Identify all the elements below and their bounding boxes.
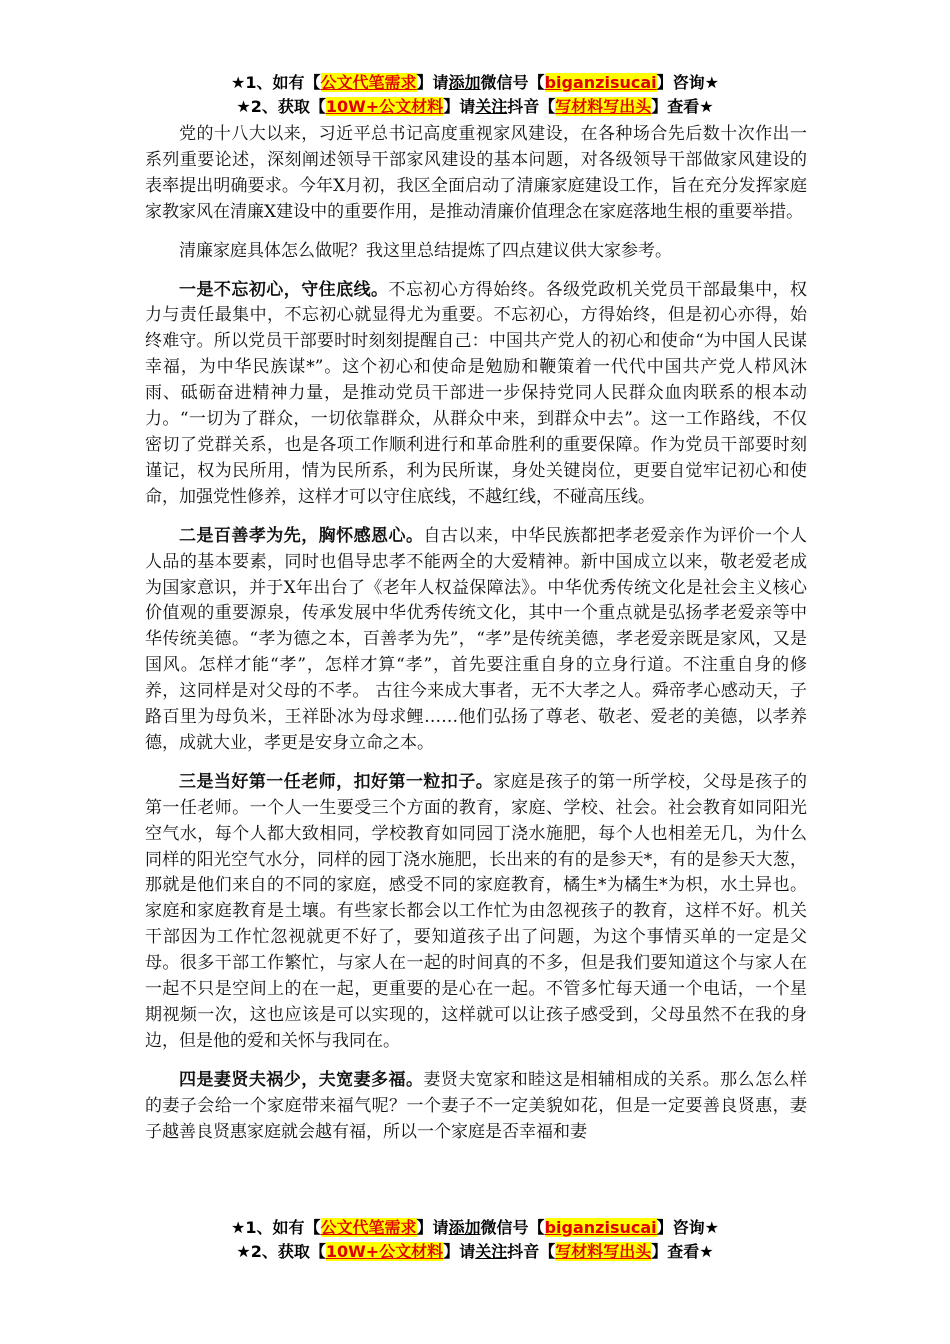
promo-wechat-id: biganzisucai xyxy=(544,1218,657,1237)
promo-text: 微信号【 xyxy=(480,73,545,92)
promo-text: ★1、如有【 xyxy=(231,1218,321,1237)
promo-douyin-id: 写材料写出头 xyxy=(555,97,652,116)
point-3-heading: 三是当好第一任老师，扣好第一粒扣子。 xyxy=(179,771,494,792)
promo-text: 】请 xyxy=(416,1218,449,1237)
paragraph-overview: 清廉家庭具体怎么做呢？我这里总结提炼了四点建议供大家参考。 xyxy=(179,240,672,261)
paragraph-point-2 xyxy=(145,524,807,757)
promo-underlined: 添加 xyxy=(448,73,481,92)
promo-text: 抖音【 xyxy=(507,97,556,116)
promo-douyin-id: 写材料写出头 xyxy=(555,1242,652,1261)
paragraph-point-3 xyxy=(145,770,807,1055)
promo-text: 】查看★ xyxy=(651,97,714,116)
promo-highlight: 公文代笔需求 xyxy=(320,73,417,92)
promo-text: 】请 xyxy=(416,73,449,92)
promo-highlight: 10W+公文材料 xyxy=(325,1242,444,1261)
point-1-heading: 一是不忘初心，守住底线。 xyxy=(179,279,389,300)
promo-text: 】咨询★ xyxy=(656,73,719,92)
promo-text: 微信号【 xyxy=(480,1218,545,1237)
point-2-heading: 二是百善孝为先，胸怀感恩心。 xyxy=(179,525,424,546)
header-promo-line-2 xyxy=(0,95,950,119)
promo-text: ★1、如有【 xyxy=(231,73,321,92)
promo-wechat-id: biganzisucai xyxy=(544,73,657,92)
promo-underlined: 添加 xyxy=(448,1218,481,1237)
article-body xyxy=(145,122,807,1159)
promo-text: 】请 xyxy=(443,1242,476,1261)
point-4-heading: 四是妻贤夫祸少，夫宽妻多福。 xyxy=(179,1069,424,1090)
promo-underlined: 关注 xyxy=(475,1242,508,1261)
footer-promo-line-2 xyxy=(0,1240,950,1264)
point-1-text: 不忘初心方得始终。各级党政机关党员干部最集中，权力与责任最集中，不忘初心就显得尤为重要。不忘初心，方得始终，但是初心亦得，始终难守。所以党员干部要时时刻刻提醒自己：中国共产党人的初心和使命“为中国人民谋幸福，为中华民族谋*”。这个初心和使命是勉励和鞭策着一代代中国共产党人栉风沐雨、砥砺奋进精神力量，是推动党员干部进一步保持党同人民群众血肉联系的根本动力。“一切为了群众，一切依靠群众，从群众中来，到群众中去”。这一工作路线，不仅密切了党群关系，也是各项工作顺利进行和革命胜利的重要保障。作为党员干部要时刻谨记，权为民所用，情为民所系，利为民所谋，身处关键岗位，更要自觉牢记初心和使命，加强党性修养，这样才可以守住底线，不越红线，不碰高压线。 xyxy=(145,279,808,507)
footer-promo-line-1 xyxy=(0,1216,950,1240)
promo-underlined: 关注 xyxy=(475,97,508,116)
paragraph-point-4 xyxy=(145,1068,807,1146)
promo-highlight: 10W+公文材料 xyxy=(325,97,444,116)
promo-text: 】请 xyxy=(443,97,476,116)
header-promo-line-1 xyxy=(0,71,950,95)
promo-text: ★2、获取【 xyxy=(236,1242,326,1261)
promo-text: ★2、获取【 xyxy=(236,97,326,116)
promo-text: 抖音【 xyxy=(507,1242,556,1261)
paragraph-point-1 xyxy=(145,278,807,511)
point-3-text: 家庭是孩子的第一所学校，父母是孩子的第一任老师。一个人一生要受三个方面的教育，家庭、学校、社会。社会教育如同阳光空气水，每个人都大致相同，学校教育如同园丁浇水施肥，每个人也相差无几，为什么同样的阳光空气水分，同样的园丁浇水施肥，长出来的有的是参天*，有的是参天大葱，那就是他们来自的不同的家庭，感受不同的家庭教育，橘生*为橘生*为枳，水土异也。家庭和家庭教育是土壤。有些家长都会以工作忙为由忽视孩子的教育，这样不好。机关干部因为工作忙忽视就更不好了，要知道孩子出了问题，为这个事情买单的一定是父母。很多干部工作繁忙，与家人在一起的时间真的不多，但是我们要知道这个与家人在一起不只是空间上的在一起，更重要的是心在一起。不管多忙每天通一个电话，一个星期视频一次，这也应该是可以实现的，这样就可以让孩子感受到，父母虽然不在我的身边，但是他的爱和关怀与我同在。 xyxy=(145,771,808,1051)
point-2-text: 自古以来，中华民族都把孝老爱亲作为评价一个人人品的基本要素，同时也倡导忠孝不能两全的大爱精神。新中国成立以来，敬老爱老成为国家意识，并于X年出台了《老年人权益保障法》。中华优秀传统文化是社会主义核心价值观的重要源泉，传承发展中华优秀传统文化，其中一个重点就是弘扬孝老爱亲等中华传统美德。“孝为德之本，百善孝为先”，“孝”是传统美德，孝老爱亲既是家风，又是国风。怎样才能“孝”，怎样才算“孝”，首先要注重自身的立身行道。不注重自身的修养，这同样是对父母的不孝。 古往今来成大事者，无不大孝之人。舜帝孝心感动天，子路百里为母负米，王祥卧冰为母求鲤……他们弘扬了尊老、敬老、爱老的美德，以孝养德，成就大业，孝更是安身立命之本。 xyxy=(145,525,808,753)
paragraph-intro: 党的十八大以来，习近平总书记高度重视家风建设，在各种场合先后数十次作出一系列重要论述，深刻阐述领导干部家风建设的基本问题，对各级领导干部做家风建设的表率提出明确要求。今年X月初，我区全面启动了清廉家庭建设工作，旨在充分发挥家庭家教家风在清廉X建设中的重要作用，是推动清廉价值理念在家庭落地生根的重要举措。 xyxy=(145,124,807,222)
promo-text: 】咨询★ xyxy=(656,1218,719,1237)
promo-highlight: 公文代笔需求 xyxy=(320,1218,417,1237)
point-4-text: 妻贤夫宽家和睦这是相辅相成的关系。那么怎么样的妻子会给一个家庭带来福气呢？一个妻子不一定美貌如花，但是一定要善良贤惠，妻子越善良贤惠家庭就会越有福，所以一个家庭是否幸福和妻 xyxy=(145,1069,808,1142)
promo-text: 】查看★ xyxy=(651,1242,714,1261)
